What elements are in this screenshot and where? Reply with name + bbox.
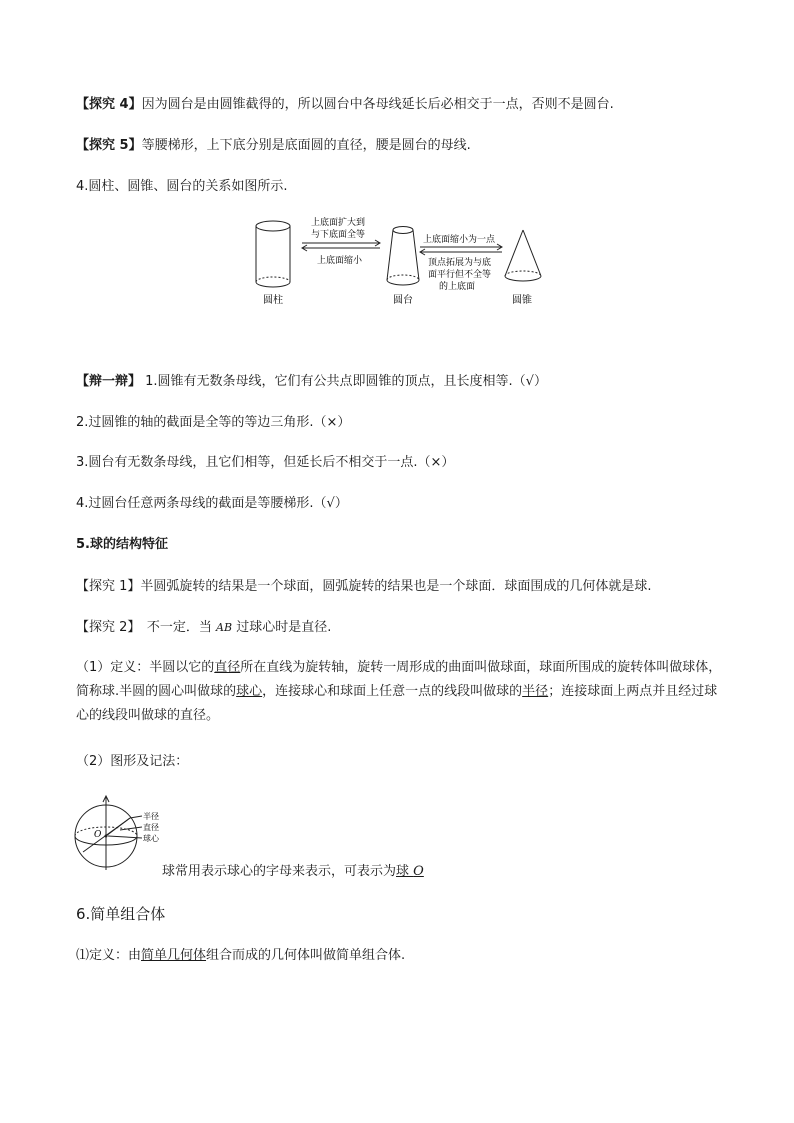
arrow1-icon: [302, 240, 380, 251]
explore-5: [76, 136, 471, 156]
def-p4: ；连接球面上两点并且经过球心的线段叫做球的直径。: [76, 684, 718, 723]
sphere-notation: [162, 862, 424, 882]
explore-5-tag: 【探究 5】: [76, 138, 142, 153]
explore-4-tag: 【探究 4】: [76, 97, 142, 112]
explore-5-text: 等腰梯形，上下底分别是底面圆的直径，腰是圆台的母线.: [141, 138, 471, 153]
arrow2-bottom-line3: 的上底面: [439, 282, 476, 292]
def-u1: 直径: [214, 660, 241, 675]
def6-u1: 简单几何体: [141, 948, 207, 963]
explore-4-text: 因为圆台是由圆锥截得的，所以圆台中各母线延长后必相交于一点，否则不是圆台.: [141, 97, 614, 112]
combination-definition: [76, 946, 405, 966]
def6-p2: 组合而成的几何体叫做简单组合体.: [206, 948, 406, 963]
debate-tag: 【辩一辩】: [76, 374, 142, 389]
arrow2-icon: [420, 244, 502, 255]
cylinder-label: 圆柱: [263, 295, 283, 306]
debate-s2: 2.过圆锥的轴的截面是全等的等边三角形.（×）: [76, 415, 351, 430]
arrow1-bottom: 上底面缩小: [317, 256, 363, 266]
explore-2-text1: 不一定．当: [133, 620, 217, 635]
frustum-label: 圆台: [393, 295, 413, 306]
notation-ball-text: 球: [396, 864, 414, 879]
def-p1: （1）定义：半圆以它的: [76, 660, 215, 675]
diameter-label: 直径: [143, 823, 159, 832]
arrow2-bottom-line1: 顶点拓展为与底: [428, 258, 492, 268]
solids-relation-figure: [240, 212, 550, 312]
def-p3: ，连接球心和球面上任意一点的线段叫做球的: [262, 684, 523, 699]
explore-2: [76, 618, 331, 638]
explore-1-text: 半圆弧旋转的结果是一个球面，圆弧旋转的结果也是一个球面．球面围成的几何体就是球.: [140, 579, 652, 594]
sphere-figure: [68, 792, 178, 872]
section-5-title: 5.球的结构特征: [76, 537, 168, 552]
debate-s1: 1.圆锥有无数条母线，它们有公共点即圆锥的顶点，且长度相等.（√）: [141, 374, 547, 389]
debate-s4: 4.过圆台任意两条母线的截面是等腰梯形.（√）: [76, 496, 348, 511]
explore-2-tag: 【探究 2】: [76, 620, 134, 635]
debate-1: [76, 372, 547, 392]
arrow1-top-line1: 上底面扩大到: [311, 218, 366, 228]
center-letter: O: [94, 830, 102, 840]
notation-ball: [396, 864, 424, 879]
notation-o: O: [413, 864, 424, 879]
cone-label: 圆锥: [512, 295, 532, 306]
center-label: 球心: [143, 834, 159, 843]
frustum-figure: [387, 227, 419, 286]
cylinder-figure: [256, 221, 290, 287]
cone-figure: [505, 230, 541, 281]
def-p2: 所在直线为旋转轴，旋转一周形成的曲面叫做球面，球面所围成的旋转体叫做球体，简称球.半圆的圆心叫做球的: [76, 660, 722, 699]
arrow2-top: 上底面缩小为一点: [423, 235, 496, 245]
explore-2-ab: AB: [216, 621, 233, 634]
def6-p1: ⑴定义：由: [76, 948, 142, 963]
explore-1-tag: 【探究 1】: [76, 579, 141, 594]
explore-4: [76, 95, 614, 115]
sphere-definition: [76, 656, 726, 728]
explore-2-text2: 过球心时是直径.: [232, 620, 332, 635]
radius-label: 半径: [143, 812, 159, 821]
section-6-title: 6.简单组合体: [76, 905, 166, 923]
debate-s3: 3.圆台有无数条母线，且它们相等，但延长后不相交于一点.（×）: [76, 455, 455, 470]
explore-1: [76, 577, 652, 597]
figure-title: （2）图形及记法：: [76, 754, 189, 769]
arrow1-top-line2: 与下底面全等: [311, 230, 366, 240]
def-u3: 半径: [522, 684, 549, 699]
def-u2: 球心: [236, 684, 263, 699]
notation-text: 球常用表示球心的字母来表示，可表示为: [162, 864, 397, 879]
arrow2-bottom-line2: 面平行但不全等: [428, 270, 492, 280]
item-4: 4.圆柱、圆锥、圆台的关系如图所示.: [76, 179, 288, 194]
